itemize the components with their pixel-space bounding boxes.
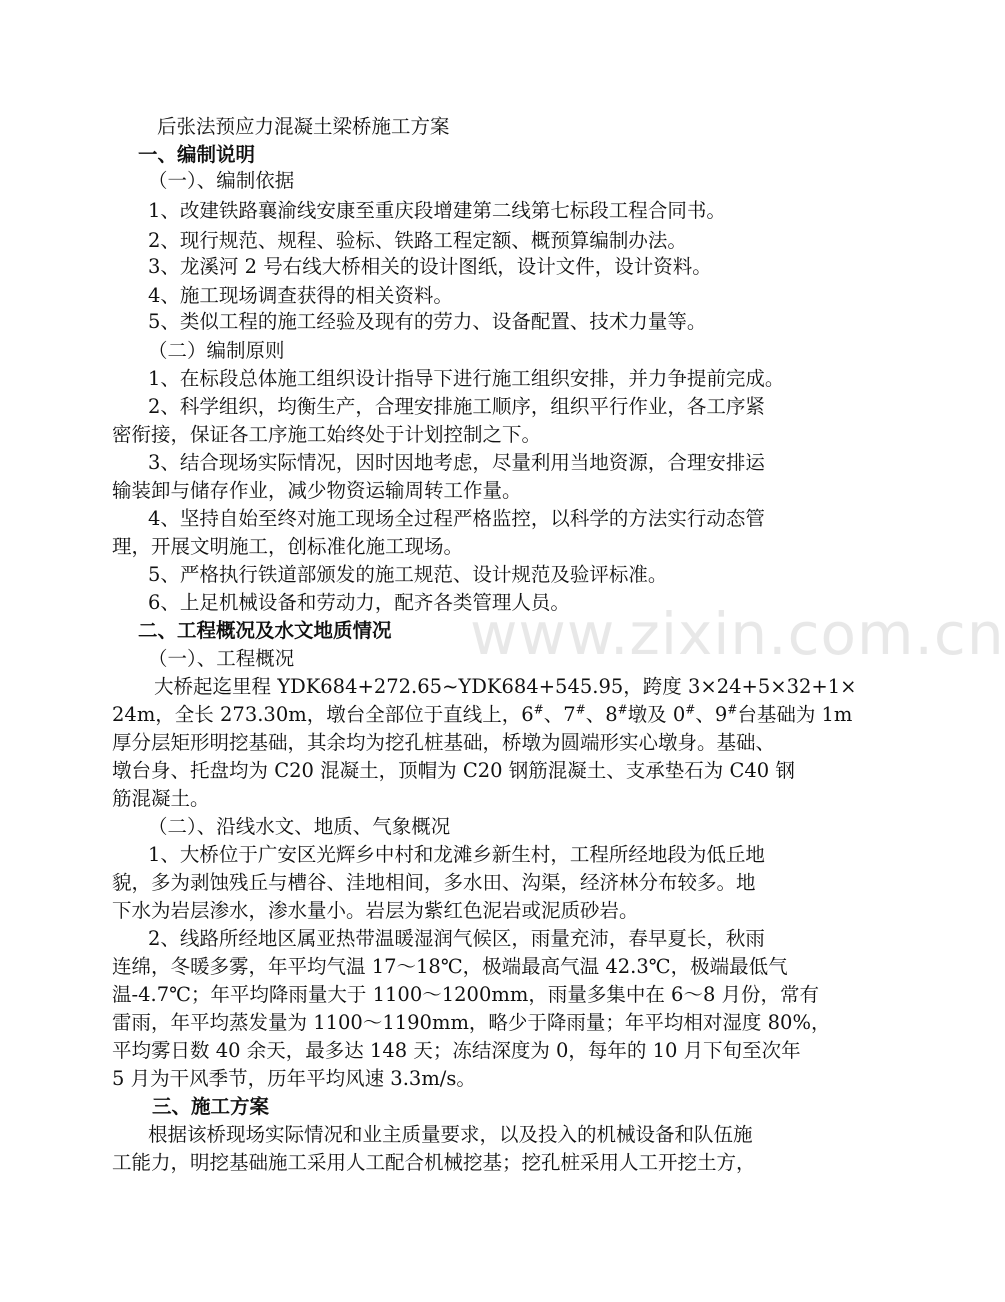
paragraph-line: 墩台身、托盘均为 C20 混凝土，顶帽为 C20 钢筋混凝土、支承垫石为 C40 钢	[112, 759, 795, 782]
paragraph-line: 平均雾日数 40 余天，最多达 148 天；冻结深度为 0，每年的 10 月下旬至次年	[112, 1039, 801, 1062]
subsection-heading: （二）、沿线水文、地质、气象概况	[148, 815, 451, 838]
paragraph-line: 2、线路所经地区属亚热带温暖湿润气候区，雨量充沛，春早夏长，秋雨	[148, 927, 765, 950]
paragraph-line: 5、严格执行铁道部颁发的施工规范、设计规范及验评标准。	[148, 563, 668, 586]
paragraph-line: 理，开展文明施工，创标准化施工现场。	[112, 535, 464, 558]
list-item: 5、类似工程的施工经验及现有的劳力、设备配置、技术力量等。	[148, 310, 707, 333]
paragraph-line: 工能力，明挖基础施工采用人工配合机械挖基；挖孔桩采用人工开挖土方，	[112, 1151, 756, 1174]
list-item: 1、改建铁路襄渝线安康至重庆段增建第二线第七标段工程合同书。	[148, 199, 726, 222]
paragraph-line: 筋混凝土。	[112, 787, 210, 810]
paragraph-line: 雷雨，年平均蒸发量为 1100～1190mm，略少于降雨量；年平均相对湿度 80%，	[112, 1011, 831, 1034]
subsection-heading: （一）、工程概况	[148, 647, 295, 670]
paragraph-line: 大桥起迄里程 YDK684+272.65~YDK684+545.95，跨度 3×24+5×32+1×	[154, 675, 857, 698]
list-item: 4、施工现场调查获得的相关资料。	[148, 284, 453, 307]
document-title: 后张法预应力混凝土梁桥施工方案	[157, 115, 450, 138]
list-item: 2、现行规范、规程、验标、铁路工程定额、概预算编制办法。	[148, 229, 687, 252]
paragraph-line: 5 月为干风季节，历年平均风速 3.3m/s。	[112, 1067, 476, 1090]
paragraph-line: 输装卸与储存作业，减少物资运输周转工作量。	[112, 479, 522, 502]
section-heading-3: 三、施工方案	[152, 1095, 270, 1118]
list-item: 3、龙溪河 2 号右线大桥相关的设计图纸，设计文件，设计资料。	[148, 255, 712, 278]
paragraph-line: 厚分层矩形明挖基础，其余均为挖孔桩基础，桥墩为圆端形实心墩身。基础、	[112, 731, 776, 754]
paragraph-line: 1、大桥位于广安区光辉乡中村和龙滩乡新生村，工程所经地段为低丘地	[148, 843, 765, 866]
paragraph-line: 貌，多为剥蚀残丘与槽谷、洼地相间，多水田、沟渠，经济林分布较多。地	[112, 871, 756, 894]
watermark: www.zixin.com.cn	[470, 600, 1005, 668]
paragraph-line: 2、科学组织，均衡生产，合理安排施工顺序，组织平行作业，各工序紧	[148, 395, 765, 418]
paragraph-line: 温-4.7℃；年平均降雨量大于 1100～1200mm，雨量多集中在 6～8 月份，常有	[112, 983, 820, 1006]
paragraph-line: 4、坚持自始至终对施工现场全过程严格监控，以科学的方法实行动态管	[148, 507, 765, 530]
subsection-heading: （一）、编制依据	[148, 169, 295, 192]
paragraph-line: 根据该桥现场实际情况和业主质量要求，以及投入的机械设备和队伍施	[148, 1123, 753, 1146]
subsection-heading: （二）编制原则	[148, 339, 285, 362]
section-heading-2: 二、工程概况及水文地质情况	[138, 619, 392, 642]
paragraph-line: 密衔接，保证各工序施工始终处于计划控制之下。	[112, 423, 542, 446]
paragraph-line: 6、上足机械设备和劳动力，配齐各类管理人员。	[148, 591, 570, 614]
paragraph-line: 3、结合现场实际情况，因时因地考虑，尽量利用当地资源，合理安排运	[148, 451, 765, 474]
paragraph-line: 下水为岩层渗水，渗水量小。岩层为紫红色泥岩或泥质砂岩。	[112, 899, 639, 922]
section-heading-1: 一、编制说明	[138, 143, 256, 166]
paragraph-line: 连绵，冬暖多雾，年平均气温 17～18℃，极端最高气温 42.3℃，极端最低气	[112, 955, 788, 978]
paragraph-line: 1、在标段总体施工组织设计指导下进行施工组织安排，并力争提前完成。	[148, 367, 785, 390]
paragraph-line: 24m，全长 273.30m，墩台全部位于直线上，6#、7#、8#墩及 0#、9#台基础为 1m	[112, 702, 853, 726]
